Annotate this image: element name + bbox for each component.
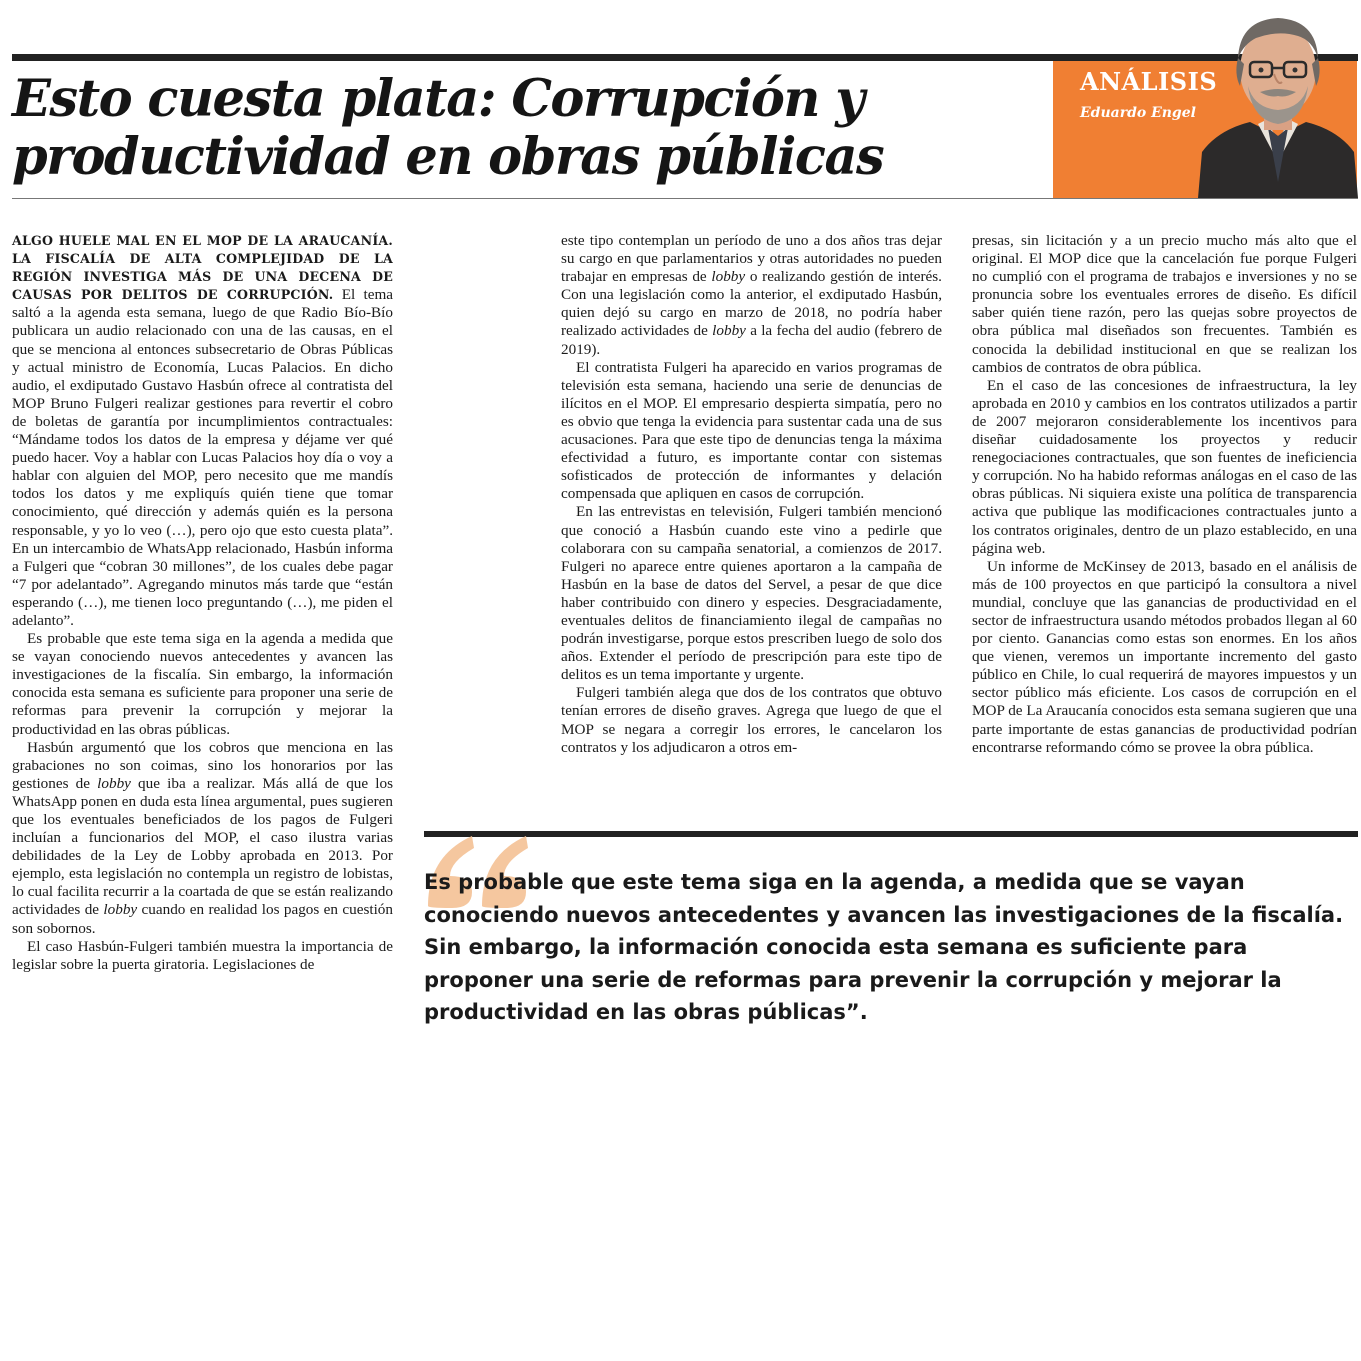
lead-in: ALGO HUELE MAL EN EL MOP DE LA ARAUCANÍA. LA FISCALÍA DE ALTA COMPLEJIDAD DE LA REGIÓN INVESTIGA MÁS DE UNA DECENA DE CAUSAS POR DELITOS DE CORRUPCIÓN. bbox=[12, 233, 393, 303]
paragraph: Hasbún argumentó que los cobros que menciona en las grabaciones no son coimas, sino los honorarios por las gestiones de lobby que iba a realizar. Más allá de que los WhatsApp ponen en duda esta línea argumental, pues sugieren que los eventuales beneficiados de los pagos de Fulgeri incluían a funcionarios del MOP, el caso ilustra varias debilidades de la Ley de Lobby aprobada en 2013. Por ejemplo, esta legislación no contempla un registro de lobistas, lo cual facilita recurrir a la coartada de que se están realizando actividades de lobby cuando en realidad los pagos en cuestión son sobornos. bbox=[12, 738, 393, 937]
paragraph: Es probable que este tema siga en la agenda a medida que se vayan conociendo nuevos antecedentes y avancen las investigaciones de la fiscalía. Sin embargo, la información conocida esta semana es suficiente para proponer una serie de reformas para prevenir la corrupción y mejorar la productividad en las obras públicas. bbox=[12, 630, 393, 738]
pull-quote-rule bbox=[424, 831, 1358, 837]
paragraph: este tipo contemplan un período de uno a dos años tras dejar su cargo en que parlamentarios y otras autoridades no pueden trabajar en empresas de lobby o realizando gestión de interés. Con una legislación como la anterior, el exdiputado Hasbún, quien dejó su cargo en marzo de 2018, no podría haber realizado actividades de lobby a la fecha del audio (febrero de 2019). bbox=[561, 232, 943, 358]
paragraph: En las entrevistas en televisión, Fulgeri también mencionó que conoció a Hasbún cuando este vino a pedirle que colaborara con su campaña senatorial, a comienzos de 2017. Fulgeri no aparece entre quienes aportaron a la campaña de Hasbún en la base de datos del Servel, a pesar de que dice haber contribuido con dinero y especies. Desgraciadamente, eventuales delitos de financiamiento ilegal de campañas no podrán investigarse, porque estos prescriben luego de solo dos años. Extender el período de prescripción para este tipo de delitos es un tema importante y urgente. bbox=[561, 503, 942, 684]
pull-quote: Es probable que este tema siga en la agenda, a medida que se vayan conociendo nuevos antecedentes y avancen las investigaciones de la fiscalía. Sin embargo, la información conocida esta semana es suficiente para proponer una serie de reformas para prevenir la corrupción y mejorar la productividad en las obras públicas”. bbox=[424, 870, 1344, 1024]
top-rule bbox=[12, 54, 1358, 61]
paragraph: El contratista Fulgeri ha aparecido en varios programas de televisión esta semana, haciendo una serie de denuncias de ilícitos en el MOP. El empresario despierta simpatía, pero no es obvio que tenga la evidencia para sustentar cada una de sus acusaciones. Para que este tipo de denuncias tenga la máxima efectividad a futuro, es importante contar con sistemas sofisticados de protección de informantes y delación compensada que apliquen en casos de corrupción. bbox=[561, 358, 942, 503]
paragraph: Un informe de McKinsey de 2013, basado en el análisis de más de 100 proyectos en que participó la consultora a nivel mundial, concluye que las ganancias de productividad en el sector de infraestructura usando métodos probados llegan al 60 por ciento. Ganancias como estas son enormes. En los años que vienen, veremos un importante incremento del gasto público en Chile, lo cual requerirá de mayores impuestos y un sector público más eficiente. Los casos de corrupción en el MOP de La Araucanía conocidos esta semana sugieren que una parte importante de estas ganancias de productividad podrían encontrarse reformando cómo se provee la obra pública. bbox=[972, 557, 1357, 756]
headline-line-1: Esto cuesta plata: Corrupción y bbox=[12, 69, 864, 129]
article-column-1 bbox=[12, 232, 393, 974]
author-name: Eduardo Engel bbox=[1080, 105, 1196, 121]
paragraph: El caso Hasbún-Fulgeri también muestra la importancia de legislar sobre la puerta giratoria. Legislaciones de bbox=[12, 937, 393, 973]
headline-line-2: productividad en obras públicas bbox=[12, 127, 884, 187]
headline-divider bbox=[12, 198, 1358, 199]
section-label: ANÁLISIS bbox=[1080, 67, 1218, 96]
article-column-3 bbox=[972, 232, 1357, 757]
paragraph: En el caso de las concesiones de infraestructura, la ley aprobada en 2010 y cambios en los contratos utilizados a partir de 2007 mejoraron considerablemente los incentivos para diseñar cuidadosamente los proyectos y reducir renegociaciones contractuales, que son fuentes de ineficiencia y corrupción. No ha habido reformas análogas en el caso de las obras públicas. Ni siquiera existe una política de transparencia activa que publique las modificaciones contractuales junto a los contratos originales, dentro de un plazo establecido, en una página web. bbox=[972, 376, 1357, 557]
headline bbox=[12, 70, 1042, 186]
paragraph: Fulgeri también alega que dos de los contratos que obtuvo tenían errores de diseño graves. Agrega que luego de que el MOP se negara a corregir los errores, le cancelaron los contratos y los adjudicaron a otros em- bbox=[561, 684, 942, 756]
paragraph: ALGO HUELE MAL EN EL MOP DE LA ARAUCANÍA. LA FISCALÍA DE ALTA COMPLEJIDAD DE LA REGIÓN INVESTIGA MÁS DE UNA DECENA DE CAUSAS POR DELITOS DE CORRUPCIÓN. El tema saltó a la agenda esta semana, luego de que Radio Bío-Bío publicara un audio relacionado con una de las causas, en el que se menciona al entonces subsecretario de Obras Públicas y actual ministro de Economía, Lucas Palacios. En dicho audio, el exdiputado Gustavo Hasbún ofrece al contratista del MOP Bruno Fulgeri realizar gestiones para revertir el cobro de boletas de garantía por incumplimientos contractuales: “Mándame todos los datos de la empresa y déjame ver qué puedo hacer. Voy a hablar con Lucas Palacios hoy día o voy a hablar con alguien del MOP, pero necesito que me mandís todos los datos y me expliquís quién tiene que tomar conocimiento, qué dirección y además quién es la persona responsable, y yo lo veo (…), pero ojo que esto cuesta plata”. En un intercambio de WhatsApp relacionado, Hasbún informa a Fulgeri que “cobran 30 millones”, de los cuales debe pagar “7 por adelantado”. Agregando minutos más tarde que “están esperando (…), me tienen loco preguntando (…), me piden el adelanto”. bbox=[12, 233, 394, 629]
author-portrait bbox=[1198, 12, 1358, 198]
article-column-2 bbox=[561, 232, 942, 757]
paragraph: presas, sin licitación y a un precio mucho más alto que el original. El MOP dice que la cancelación fue porque Fulgeri no cumplió con el programa de trabajos e inversiones y no se pronuncia sobre los eventuales errores de diseño. Es difícil saber quién tiene razón, pero las quejas sobre proyectos de obra pública mal diseñados son frecuentes. También es conocida la debilidad institucional en que se realizan los cambios de contratos de obra pública. bbox=[972, 232, 1357, 376]
